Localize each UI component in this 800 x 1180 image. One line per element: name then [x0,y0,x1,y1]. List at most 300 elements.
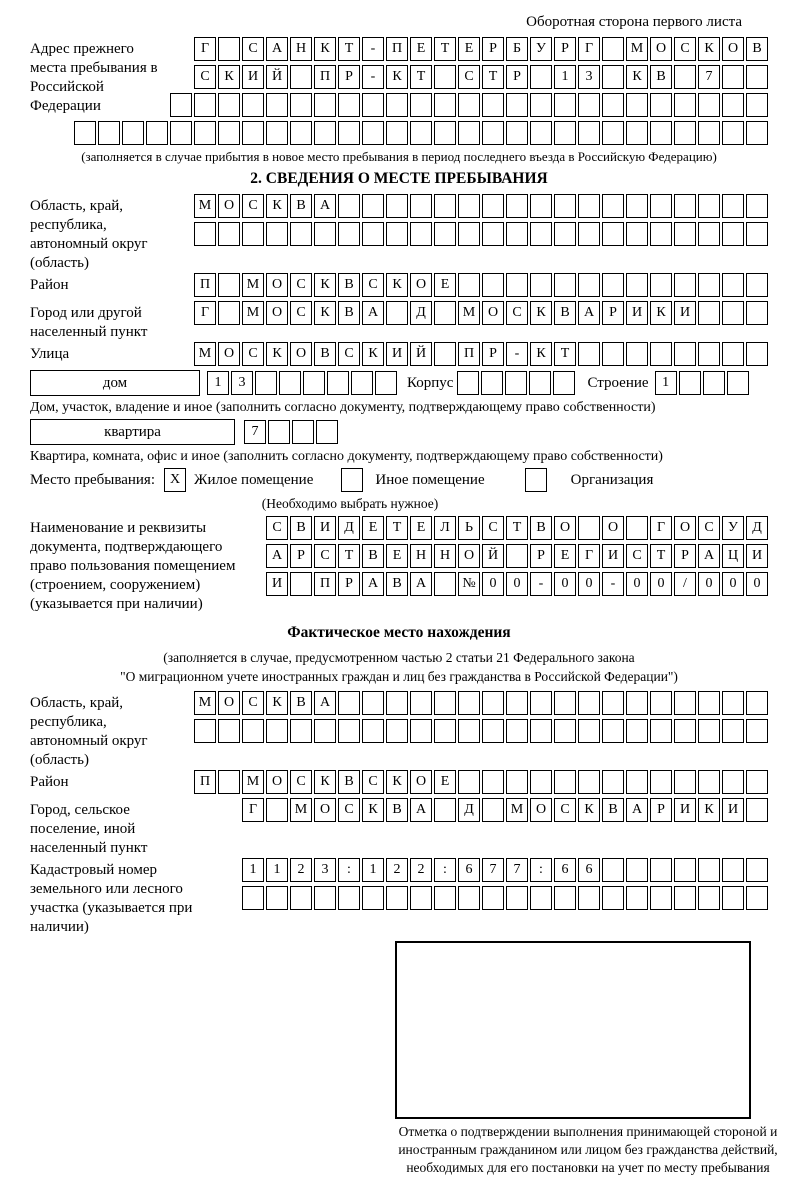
form-cell: 0 [722,572,744,596]
form-cell [458,93,480,117]
form-cell [529,371,551,395]
form-cell [242,719,264,743]
form-cell: О [674,516,696,540]
form-cell [578,770,600,794]
form-cell: 0 [650,572,672,596]
form-cell [674,719,696,743]
form-cell [578,719,600,743]
form-cell [506,194,528,218]
form-cell: - [530,572,552,596]
stamp-caption: Отметка о подтверждении выполнения принимающей стороной и иностранным гражданином или лицом без гражданства действий, необходимых для его постановки на учет по месту пребывания [398,1124,778,1175]
form-cell: Т [338,37,360,61]
form-cell [362,194,384,218]
form-cell [650,194,672,218]
form-cell [602,93,624,117]
form-cell: / [674,572,696,596]
form-cell: 0 [698,572,720,596]
form-cell [362,93,384,117]
rayon-field [30,273,768,301]
form-cell [554,770,576,794]
option-other-premises-label: Иное помещение [375,471,485,488]
form-cell: П [458,342,480,366]
form-cell: Д [458,798,480,822]
form-cell: К [362,798,384,822]
form-cell [506,886,528,910]
form-cell: К [266,342,288,366]
form-cell: С [242,691,264,715]
form-cell: Ь [458,516,480,540]
document-label: Наименование и реквизиты документа, подтверждающего право пользования помещением (строением, сооружением) (указывается при наличии) [30,520,236,612]
form-cell: О [266,301,288,325]
form-cell [746,222,768,246]
form-cell: К [386,770,408,794]
form-cell: К [266,691,288,715]
form-cell [338,194,360,218]
form-cell [218,93,240,117]
form-cell: 3 [231,371,253,395]
form-cell: Т [650,544,672,568]
form-cell: 6 [554,858,576,882]
form-cell: В [386,572,408,596]
form-cell: С [626,544,648,568]
cell-row [248,572,768,596]
form-cell: А [266,37,288,61]
form-cell [722,65,744,89]
form-cell [327,371,349,395]
form-cell [506,273,528,297]
form-cell: К [314,37,336,61]
form-cell [375,371,397,395]
form-cell: Т [554,342,576,366]
form-cell: И [626,301,648,325]
form-cell: О [650,37,672,61]
form-cell [650,93,672,117]
cadastral-field [30,858,768,937]
form-cell: Т [506,516,528,540]
form-cell [290,572,312,596]
form-cell [362,719,384,743]
form-cell [255,371,277,395]
form-cell: 0 [482,572,504,596]
house-caption: Дом, участок, владение и иное (заполнить согласно документу, подтверждающему право собственности) [30,400,656,415]
form-cell [703,371,725,395]
form-cell [650,222,672,246]
form-cell: И [722,798,744,822]
form-cell [626,516,648,540]
form-cell: К [362,342,384,366]
form-cell: Е [434,770,456,794]
cell-row [120,342,768,366]
form-cell [626,858,648,882]
form-cell [602,65,624,89]
form-cell [578,273,600,297]
form-cell: М [194,342,216,366]
form-cell [458,770,480,794]
option-residential-label: Жилое помещение [194,471,314,488]
form-cell [482,93,504,117]
cell-row [120,770,768,794]
form-cell: Е [386,544,408,568]
form-cell: Т [434,37,456,61]
form-cell [602,121,624,145]
form-cell [242,121,264,145]
form-cell: Р [338,65,360,89]
form-cell [266,222,288,246]
form-cell [458,886,480,910]
form-cell [434,886,456,910]
form-cell [218,222,240,246]
form-cell [698,93,720,117]
form-cell [746,121,768,145]
form-cell: С [266,516,288,540]
form-cell: К [218,65,240,89]
form-cell: П [194,770,216,794]
form-cell: 6 [458,858,480,882]
form-cell [338,222,360,246]
form-cell [602,858,624,882]
cell-row [170,719,768,743]
form-cell [530,770,552,794]
form-cell [386,886,408,910]
form-cell: М [458,301,480,325]
form-cell [122,121,144,145]
house-type-box: дом [30,370,200,396]
form-cell: В [602,798,624,822]
stroenie-label: Строение [587,374,649,391]
form-cell [727,371,749,395]
form-cell [290,121,312,145]
form-cell [578,194,600,218]
form-cell [314,719,336,743]
form-cell [650,273,672,297]
form-cell: 0 [626,572,648,596]
form-cell [746,719,768,743]
form-cell: Й [410,342,432,366]
form-cell: - [362,65,384,89]
form-cell [290,719,312,743]
form-cell [303,371,325,395]
form-cell [626,273,648,297]
form-cell: С [458,65,480,89]
form-cell: - [602,572,624,596]
factual-rayon-field [30,770,768,798]
cell-row [198,798,768,822]
form-cell: У [722,516,744,540]
form-cell: П [314,65,336,89]
form-cell [626,121,648,145]
form-cell: В [554,301,576,325]
factual-oblast-field [30,691,768,770]
oblast-label: Область, край, республика, автономный округ (область) [30,198,148,271]
form-cell: 2 [290,858,312,882]
form-cell: В [650,65,672,89]
form-cell [170,121,192,145]
form-cell: О [458,544,480,568]
form-cell [410,222,432,246]
form-cell: И [314,516,336,540]
form-cell [626,222,648,246]
form-cell [650,719,672,743]
form-cell [482,691,504,715]
form-cell: А [266,544,288,568]
form-cell: Й [482,544,504,568]
form-cell: А [410,572,432,596]
form-cell: О [314,798,336,822]
form-cell [266,886,288,910]
form-cell: Л [434,516,456,540]
form-cell: В [290,516,312,540]
form-cell: П [386,37,408,61]
form-cell [290,65,312,89]
form-cell [698,273,720,297]
form-cell [746,93,768,117]
form-cell [746,65,768,89]
form-cell: В [746,37,768,61]
form-cell [674,93,696,117]
form-cell: С [242,37,264,61]
form-cell: А [314,194,336,218]
settlement-field [30,301,768,342]
form-cell [602,770,624,794]
form-cell [146,121,168,145]
form-cell: С [482,516,504,540]
form-cell [338,719,360,743]
form-cell [626,886,648,910]
form-cell: Е [410,37,432,61]
form-cell [602,273,624,297]
form-cell: Р [482,342,504,366]
form-cell [722,342,744,366]
form-cell [530,121,552,145]
form-cell: М [242,770,264,794]
form-cell [458,719,480,743]
form-cell: К [314,770,336,794]
form-cell: С [242,342,264,366]
form-cell: И [746,544,768,568]
form-cell [722,194,744,218]
form-cell: С [290,273,312,297]
choose-note: (Необходимо выбрать нужное) [261,496,439,511]
form-cell [530,719,552,743]
form-cell [554,273,576,297]
form-cell [482,194,504,218]
form-cell [698,342,720,366]
form-cell [386,194,408,218]
document-rows [248,516,768,600]
form-cell [679,371,701,395]
form-cell [722,93,744,117]
form-cell: 3 [578,65,600,89]
cell-row [30,121,768,145]
form-cell: 1 [362,858,384,882]
form-cell: И [242,65,264,89]
form-cell [362,886,384,910]
form-cell [434,121,456,145]
form-cell [314,121,336,145]
form-cell [457,371,479,395]
form-cell [722,222,744,246]
form-cell [626,719,648,743]
form-cell [506,121,528,145]
form-cell [554,719,576,743]
form-cell: В [338,273,360,297]
cell-row [120,273,768,297]
factual-oblast-label: Область, край, республика, автономный округ (область) [30,695,148,768]
form-cell [602,342,624,366]
form-cell [434,65,456,89]
form-cell [410,121,432,145]
rayon-label: Район [30,277,69,293]
form-cell: К [386,273,408,297]
form-cell [434,798,456,822]
cadastral-label: Кадастровый номер земельного или лесного участка (указывается при наличии) [30,862,193,935]
cell-row [166,301,768,325]
form-cell [98,121,120,145]
form-cell: 7 [698,65,720,89]
form-cell [458,273,480,297]
form-cell: Т [410,65,432,89]
form-cell [458,222,480,246]
form-cell: К [530,342,552,366]
form-cell [218,719,240,743]
form-cell: А [362,572,384,596]
form-cell: К [314,273,336,297]
oblast-rows [152,194,768,250]
form-cell [722,770,744,794]
form-cell [746,770,768,794]
form-cell: В [290,691,312,715]
form-cell: 0 [578,572,600,596]
form-cell [266,798,288,822]
form-cell [458,121,480,145]
form-cell [650,691,672,715]
form-cell [578,691,600,715]
form-cell [698,719,720,743]
form-cell: Р [482,37,504,61]
form-cell: Р [674,544,696,568]
form-cell [74,121,96,145]
form-cell [194,222,216,246]
form-cell [410,886,432,910]
form-cell: О [290,342,312,366]
form-cell [746,886,768,910]
form-cell: 1 [242,858,264,882]
form-cell: О [266,770,288,794]
form-cell [170,93,192,117]
form-cell [434,93,456,117]
stroenie-cells [655,371,749,395]
form-cell [482,770,504,794]
form-cell: Г [194,37,216,61]
form-cell: 0 [506,572,528,596]
form-cell: С [674,37,696,61]
form-cell: С [698,516,720,540]
form-cell [362,691,384,715]
form-cell [482,222,504,246]
cell-row [198,886,768,910]
form-cell: К [650,301,672,325]
form-cell [338,691,360,715]
factual-note-1: (заполняется в случае, предусмотренном частью 2 статьи 21 Федерального закона [163,650,635,665]
option-organization-label: Организация [570,471,654,488]
apartment-type-box: квартира [30,419,235,445]
form-cell: Й [266,65,288,89]
form-cell: 1 [266,858,288,882]
form-cell [434,222,456,246]
form-cell: - [362,37,384,61]
form-cell [578,222,600,246]
settlement-label: Город или другой населенный пункт [30,305,148,340]
cell-row [198,858,768,882]
form-cell: Р [506,65,528,89]
form-cell: 0 [746,572,768,596]
form-cell [722,691,744,715]
form-cell: Т [338,544,360,568]
cell-row [172,65,768,89]
form-cell [674,886,696,910]
form-cell: У [530,37,552,61]
stay-type-label: Место пребывания: [30,471,155,488]
apartment-number-cells [244,420,338,444]
form-cell: Р [338,572,360,596]
prev-address-field [30,37,768,121]
form-cell [314,93,336,117]
form-cell: К [698,37,720,61]
form-cell: Г [650,516,672,540]
form-cell [292,420,314,444]
form-cell [505,371,527,395]
form-cell [218,273,240,297]
form-cell [410,691,432,715]
form-cell: Е [458,37,480,61]
form-cell [410,194,432,218]
form-cell [386,691,408,715]
form-cell: № [458,572,480,596]
street-label: Улица [30,346,70,362]
form-cell [506,691,528,715]
form-cell [722,886,744,910]
form-cell [722,719,744,743]
form-cell: С [314,544,336,568]
checkbox-other-premises [341,468,363,492]
factual-settlement-label: Город, сельское поселение, иной населенный пункт [30,802,148,856]
form-cell [650,121,672,145]
form-cell: А [410,798,432,822]
form-cell [266,93,288,117]
form-cell [554,691,576,715]
factual-rayon-label: Район [30,774,69,790]
stamp-box [395,941,751,1119]
form-cell [266,719,288,743]
form-cell [722,858,744,882]
form-cell: А [314,691,336,715]
apartment-row [30,419,768,445]
form-cell [434,342,456,366]
form-cell [482,886,504,910]
form-cell [434,194,456,218]
cadastral-rows [198,858,768,914]
prev-address-rows [172,37,768,121]
form-cell [626,342,648,366]
form-cell: П [194,273,216,297]
prev-address-caption: (заполняется в случае прибытия в новое место пребывания в период последнего въезда в Российскую Федерацию) [81,149,717,164]
form-cell: 3 [314,858,336,882]
form-cell: О [722,37,744,61]
form-cell [602,719,624,743]
form-cell: О [410,770,432,794]
form-cell [386,301,408,325]
form-cell [242,886,264,910]
